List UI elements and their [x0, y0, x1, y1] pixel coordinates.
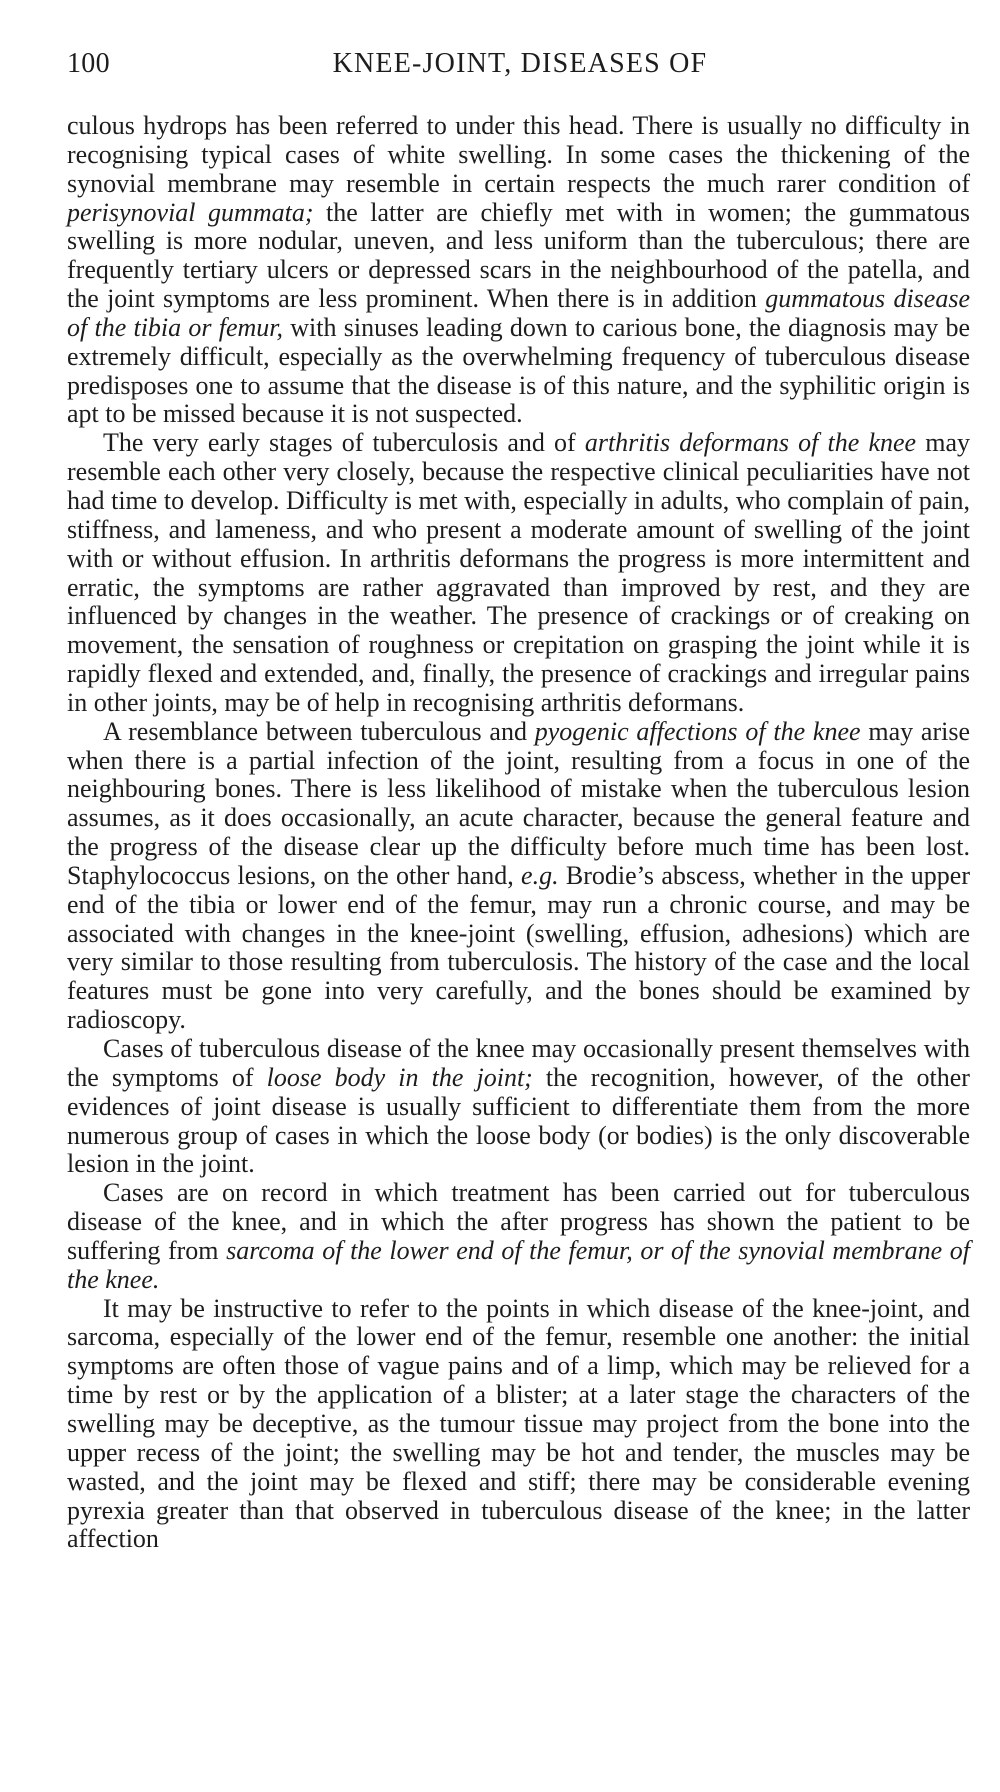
paragraph — [67, 112, 970, 429]
paragraph — [67, 429, 970, 717]
italic-phrase: arthritis deformans of the knee — [584, 428, 917, 458]
text-run: culous hydrops has been referred to under this head. There is usually no difficulty in recognising typical cases of white swelling. In some cases the thickening of the synovial membrane may resemble in certain respects the much rarer condition of — [67, 111, 970, 198]
text-run: Cases are on record in which treatment has been carried out for tuberculous disease of the knee, and in which the after progress has shown the patient to be suffering from — [67, 1178, 970, 1265]
text-run: with sinuses leading down to carious bone, the diagnosis may be extremely difficult, especially as the overwhelming frequency of tuberculous disease predisposes one to assume that the disease is of this nature, and the syphilitic origin is apt to be missed because it is not suspected. — [67, 312, 970, 429]
italic-phrase: perisynovial gummata; — [67, 197, 314, 227]
italic-phrase: pyogenic affections of the knee — [534, 716, 861, 746]
italic-phrase: e.g. — [521, 860, 559, 890]
text-run: the latter are chiefly met with in women; the gummatous swelling is more nodular, uneven, and less uniform than the tuberculous; there are frequently tertiary ulcers or depressed scars in the neighbourhood of the patella, and the joint symptoms are less prominent. When there is in addition — [67, 197, 970, 314]
text-run: The very early stages of tuberculosis and of — [103, 428, 585, 458]
paragraph — [67, 1035, 970, 1179]
paragraph — [67, 1179, 970, 1294]
running-head: KNEE-JOINT, DISEASES OF — [332, 48, 708, 79]
text-run: Brodie’s abscess, whether in the upper end of the tibia or lower end of the femur, may run a chronic course, and may be associated with changes in the knee-joint (swelling, effusion, adhesions) which are very similar to those resulting from tuberculosis. The history of the case and the local features must be gone into very carefully, and the bones should be examined by radioscopy. — [67, 860, 970, 1035]
text-run: Cases of tuberculous disease of the knee may occasionally present themselves with the symptoms of — [67, 1034, 970, 1092]
text-run: It may be instructive to refer to the points in which disease of the knee-joint, and sarcoma, especially of the lower end of the femur, resemble one another: the initial symptoms are often those of vague pains and of a limp, which may be relieved for a time by rest or by the application of a blister; at a later stage the characters of the swelling may be deceptive, as the tumour tissue may project from the bone into the upper recess of the joint; the swelling may be hot and tender, the muscles may be wasted, and the joint may be flexed and stiff; there may be considerable evening pyrexia greater than that observed in tuberculous disease of the knee; in the latter affection — [67, 1293, 970, 1554]
text-run: may resemble each other very closely, because the respective clinical peculiarities have not had time to develop. Difficulty is met with, especially in adults, who complain of pain, stiffness, and lameness, and who present a moderate amount of swelling of the joint with or without effusion. In arthritis deformans the progress is more intermittent and erratic, the symptoms are rather aggravated than improved by rest, and they are influenced by changes in the weather. The presence of crackings or of creaking on movement, the sensation of roughness or crepitation on grasping the joint while it is rapidly flexed and extended, and, finally, the presence of crackings and irregular pains in other joints, may be of help in recognising arthritis deformans. — [67, 428, 971, 717]
page-header — [67, 48, 970, 90]
paragraph — [67, 1295, 970, 1555]
text-run: A resemblance between tuberculous and — [103, 716, 535, 746]
paragraph — [67, 718, 970, 1035]
text-run: the recognition, however, of the other evidences of joint disease is usually sufficient to differentiate them from the more numerous group of cases in which the loose body (or bodies) is the only discoverable lesion in the joint. — [67, 1062, 970, 1179]
text-run: may arise when there is a partial infection of the joint, resulting from a focus in one of the neighbouring bones. There is less likelihood of mistake when the tuberculous lesion assumes, as it does occasionally, an acute character, because the general feature and the progress of the disease clear up the difficulty before much time has been lost. Staphylococcus lesions, on the other hand, — [67, 716, 971, 890]
italic-phrase: sarcoma of the lower end of the femur, or of the synovial membrane of the knee. — [67, 1235, 970, 1294]
italic-phrase: loose body in the joint; — [266, 1062, 533, 1092]
italic-phrase: gummatous disease of the tibia or femur, — [67, 284, 970, 342]
body-text — [67, 112, 970, 1554]
page-number: 100 — [67, 48, 110, 79]
